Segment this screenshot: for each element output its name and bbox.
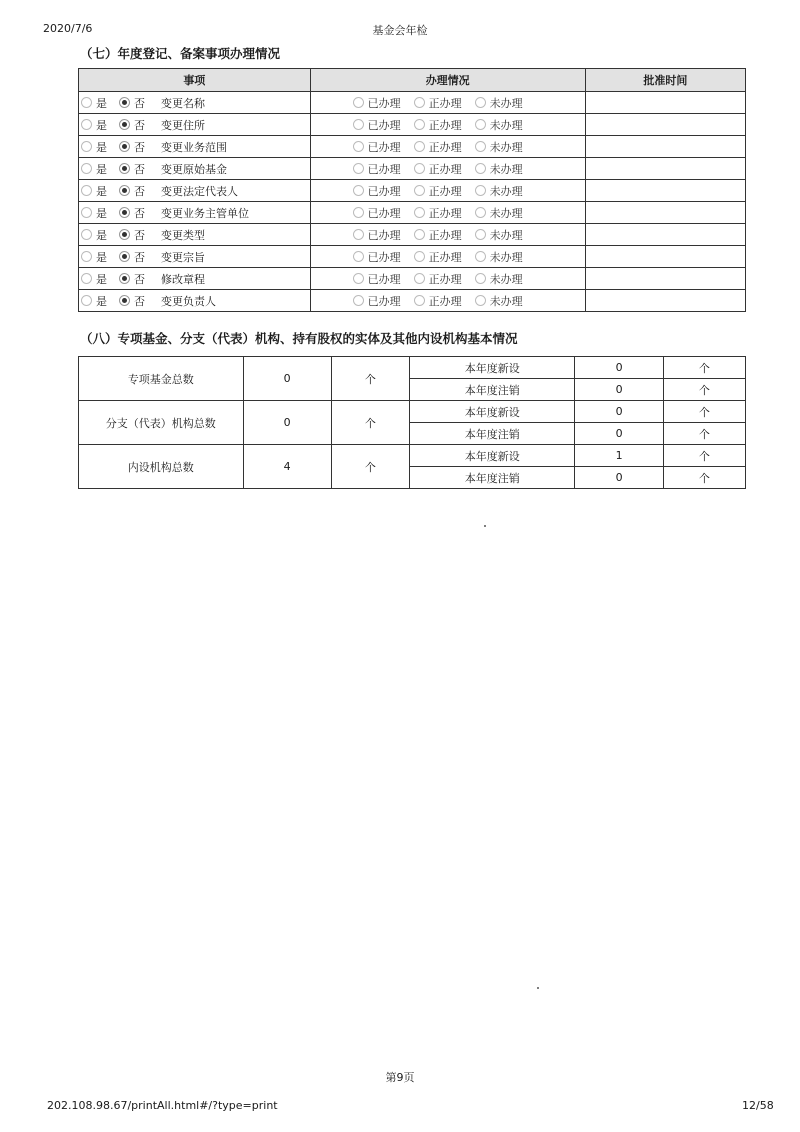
no-radio[interactable] [119,141,130,152]
group-name: 专项基金总数 [79,357,244,401]
unit-label: 个 [663,467,745,489]
group-total: 4 [243,445,331,489]
status-radio[interactable] [353,229,364,240]
status-option-label: 正办理 [428,250,462,264]
item-cell [79,92,311,114]
approval-time-cell [585,136,745,158]
item-name: 变更宗旨 [161,250,205,264]
no-radio[interactable] [119,295,130,306]
yes-label: 是 [96,140,107,154]
no-radio[interactable] [119,207,130,218]
approval-time-cell [585,114,745,136]
status-option-label: 已办理 [367,96,401,110]
item-name: 变更业务范围 [161,140,227,154]
group-total: 0 [243,357,331,401]
table-row [79,224,746,246]
status-radio[interactable] [353,97,364,108]
status-option-label: 未办理 [489,96,523,110]
status-radio[interactable] [353,119,364,130]
status-radio[interactable] [475,251,486,262]
status-option-label: 未办理 [489,228,523,242]
group-name: 分支（代表）机构总数 [79,401,244,445]
status-cell [310,114,585,136]
status-cell [310,158,585,180]
unit-label: 个 [663,423,745,445]
status-radio[interactable] [475,97,486,108]
yes-radio[interactable] [81,185,92,196]
unit-label: 个 [663,401,745,423]
status-option-label: 已办理 [367,228,401,242]
item-cell [79,290,311,312]
approval-time-cell [585,92,745,114]
no-radio[interactable] [119,185,130,196]
no-label: 否 [134,184,145,198]
status-cell [310,224,585,246]
yes-radio[interactable] [81,273,92,284]
status-radio[interactable] [414,295,425,306]
status-radio[interactable] [353,251,364,262]
item-cell [79,114,311,136]
sub-label: 本年度新设 [410,401,575,423]
status-option-label: 已办理 [367,162,401,176]
print-date: 2020/7/6 [43,22,93,35]
item-cell [79,246,311,268]
status-radio[interactable] [353,295,364,306]
approval-time-cell [585,224,745,246]
sub-label: 本年度新设 [410,445,575,467]
status-radio[interactable] [414,273,425,284]
unit-label: 个 [663,357,745,379]
status-option-label: 已办理 [367,140,401,154]
status-radio[interactable] [414,163,425,174]
item-cell [79,268,311,290]
status-radio[interactable] [475,119,486,130]
status-radio[interactable] [475,163,486,174]
approval-time-cell [585,246,745,268]
no-label: 否 [134,250,145,264]
table-row [79,290,746,312]
registration-table [78,68,746,312]
status-radio[interactable] [414,185,425,196]
yes-label: 是 [96,206,107,220]
yes-label: 是 [96,96,107,110]
status-cell [310,180,585,202]
item-name: 变更业务主管单位 [161,206,249,220]
no-label: 否 [134,96,145,110]
scan-speck [484,525,486,527]
yes-radio[interactable] [81,141,92,152]
unit-label: 个 [331,445,409,489]
yes-label: 是 [96,228,107,242]
status-radio[interactable] [353,163,364,174]
yes-radio[interactable] [81,97,92,108]
sub-value: 0 [575,423,663,445]
section7-title: （七）年度登记、备案事项办理情况 [80,46,281,61]
status-option-label: 已办理 [367,272,401,286]
yes-radio[interactable] [81,251,92,262]
status-radio[interactable] [414,141,425,152]
status-radio[interactable] [414,119,425,130]
sub-value: 0 [575,379,663,401]
status-option-label: 未办理 [489,294,523,308]
status-radio[interactable] [475,185,486,196]
sub-label: 本年度新设 [410,357,575,379]
item-name: 变更负责人 [161,294,216,308]
table-row [79,92,746,114]
status-option-label: 已办理 [367,250,401,264]
status-radio[interactable] [414,251,425,262]
no-label: 否 [134,272,145,286]
yes-label: 是 [96,294,107,308]
yes-label: 是 [96,118,107,132]
yes-radio[interactable] [81,295,92,306]
item-name: 变更名称 [161,96,205,110]
sub-value: 1 [575,445,663,467]
table-row [79,246,746,268]
yes-label: 是 [96,162,107,176]
no-radio[interactable] [119,163,130,174]
status-option-label: 已办理 [367,184,401,198]
status-cell [310,290,585,312]
item-name: 变更原始基金 [161,162,227,176]
status-radio[interactable] [414,97,425,108]
sub-label: 本年度注销 [410,467,575,489]
item-name: 变更住所 [161,118,205,132]
status-option-label: 正办理 [428,294,462,308]
table-row [79,202,746,224]
no-label: 否 [134,162,145,176]
approval-time-cell [585,158,745,180]
no-label: 否 [134,228,145,242]
section8-title: （八）专项基金、分支（代表）机构、持有股权的实体及其他内设机构基本情况 [80,331,518,346]
status-option-label: 正办理 [428,118,462,132]
status-radio[interactable] [475,141,486,152]
scan-speck [537,987,539,989]
item-name: 修改章程 [161,272,205,286]
unit-label: 个 [331,401,409,445]
group-total: 0 [243,401,331,445]
status-option-label: 正办理 [428,140,462,154]
status-option-label: 正办理 [428,228,462,242]
status-option-label: 未办理 [489,162,523,176]
item-cell [79,202,311,224]
status-option-label: 未办理 [489,184,523,198]
item-cell [79,180,311,202]
sub-label: 本年度注销 [410,423,575,445]
approval-time-cell [585,290,745,312]
no-label: 否 [134,206,145,220]
status-option-label: 未办理 [489,206,523,220]
status-option-label: 未办理 [489,118,523,132]
status-option-label: 未办理 [489,140,523,154]
status-option-label: 正办理 [428,96,462,110]
status-radio[interactable] [475,207,486,218]
status-radio[interactable] [475,229,486,240]
status-option-label: 正办理 [428,206,462,220]
status-option-label: 未办理 [489,250,523,264]
table-row [79,268,746,290]
sub-value: 0 [575,401,663,423]
yes-radio[interactable] [81,119,92,130]
status-radio[interactable] [353,273,364,284]
item-cell [79,158,311,180]
status-cell [310,268,585,290]
page-header-title: 基金会年检 [372,24,428,37]
yes-label: 是 [96,272,107,286]
yes-radio[interactable] [81,207,92,218]
table-row [79,401,746,423]
unit-label: 个 [663,379,745,401]
unit-label: 个 [663,445,745,467]
no-radio[interactable] [119,251,130,262]
status-option-label: 正办理 [428,272,462,286]
status-option-label: 已办理 [367,294,401,308]
status-radio[interactable] [414,207,425,218]
approval-time-cell [585,180,745,202]
status-radio[interactable] [475,273,486,284]
yes-radio[interactable] [81,229,92,240]
institutions-table [78,356,746,489]
item-name: 变更法定代表人 [161,184,238,198]
status-option-label: 正办理 [428,162,462,176]
status-cell [310,136,585,158]
table-row [79,136,746,158]
table-row [79,114,746,136]
col-item-header: 事项 [79,69,311,92]
table-row [79,180,746,202]
col-status-header: 办理情况 [310,69,585,92]
yes-label: 是 [96,184,107,198]
status-radio[interactable] [414,229,425,240]
no-radio[interactable] [119,229,130,240]
group-name: 内设机构总数 [79,445,244,489]
yes-label: 是 [96,250,107,264]
print-url: 202.108.98.67/printAll.html#/?type=print [47,1099,278,1112]
item-cell [79,224,311,246]
table-header-row [79,69,746,92]
no-radio[interactable] [119,119,130,130]
status-cell [310,92,585,114]
table-row [79,445,746,467]
item-cell [79,136,311,158]
status-option-label: 正办理 [428,184,462,198]
no-radio[interactable] [119,273,130,284]
print-page-count: 12/58 [742,1099,774,1112]
col-approval-time-header: 批准时间 [585,69,745,92]
no-label: 否 [134,294,145,308]
yes-radio[interactable] [81,163,92,174]
status-option-label: 已办理 [367,118,401,132]
no-label: 否 [134,118,145,132]
page-number: 第9页 [385,1071,415,1084]
table-row [79,357,746,379]
approval-time-cell [585,202,745,224]
status-option-label: 已办理 [367,206,401,220]
status-cell [310,202,585,224]
table-row [79,158,746,180]
unit-label: 个 [331,357,409,401]
status-cell [310,246,585,268]
status-radio[interactable] [353,185,364,196]
status-radio[interactable] [475,295,486,306]
sub-value: 0 [575,357,663,379]
status-radio[interactable] [353,207,364,218]
status-radio[interactable] [353,141,364,152]
no-radio[interactable] [119,97,130,108]
status-option-label: 未办理 [489,272,523,286]
item-name: 变更类型 [161,228,205,242]
sub-label: 本年度注销 [410,379,575,401]
approval-time-cell [585,268,745,290]
sub-value: 0 [575,467,663,489]
no-label: 否 [134,140,145,154]
